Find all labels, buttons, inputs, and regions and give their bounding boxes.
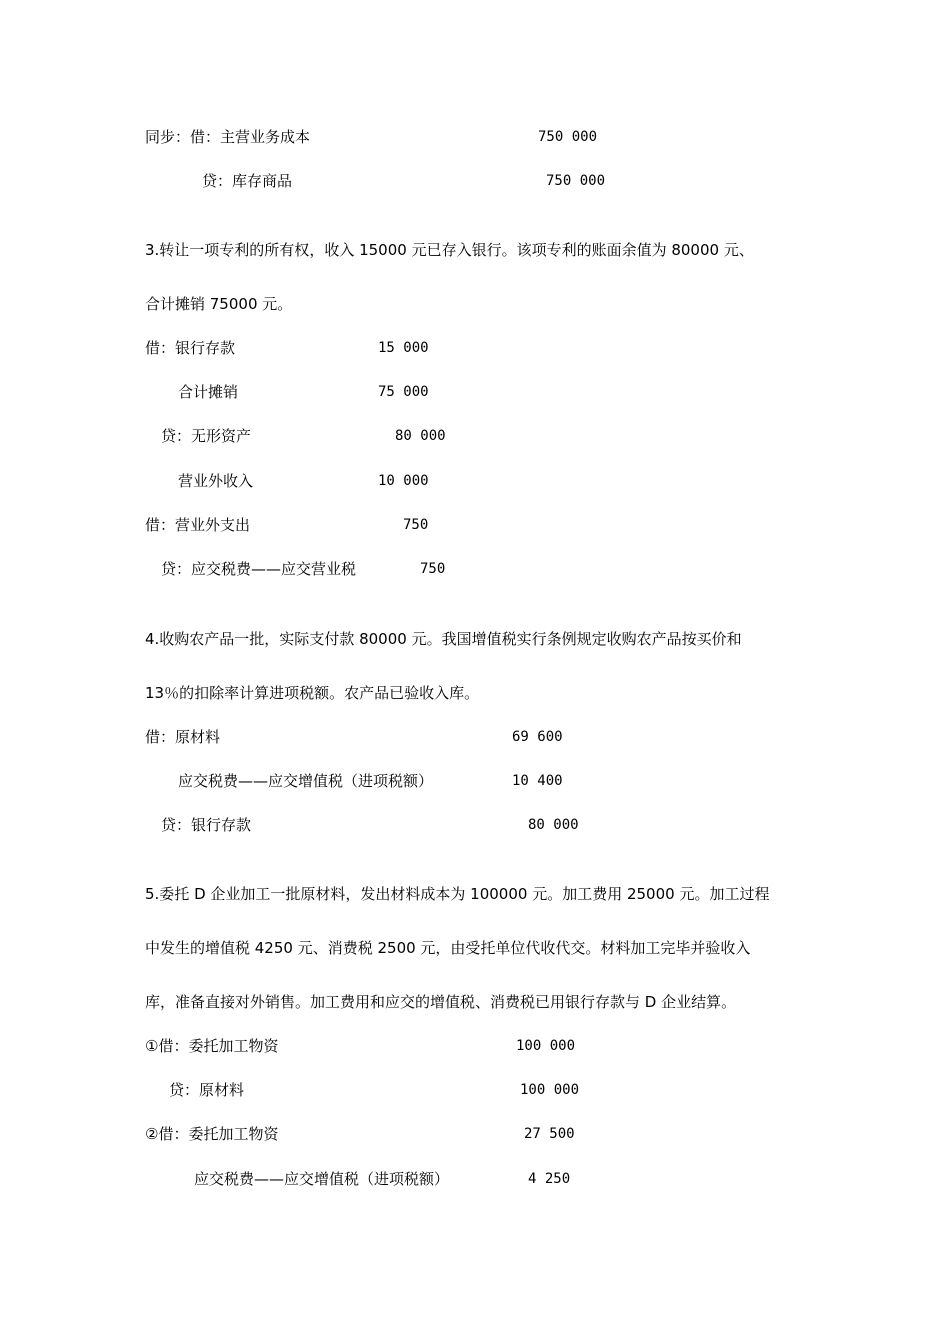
entry-amount: 750 000 — [538, 129, 598, 145]
entry-line: 借：银行存款 — [145, 339, 236, 357]
entry-amount: 100 000 — [516, 1038, 576, 1054]
entry-line: 贷：无形资产 — [161, 427, 252, 445]
entry-amount: 100 000 — [520, 1082, 580, 1098]
entry-amount: 69 600 — [512, 729, 563, 745]
paragraph-line: 13％的扣除率计算进项税额。农产品已验收入库。 — [145, 684, 480, 702]
entry-line: 贷：库存商品 — [202, 172, 293, 190]
entry-amount: 80 000 — [528, 817, 579, 833]
entry-line: 合计摊销 — [178, 383, 239, 401]
entry-amount: 4 250 — [528, 1171, 571, 1187]
paragraph-line: 3.转让一项专利的所有权，收入 15000 元已存入银行。该项专利的账面余值为 80000 元、 — [145, 241, 754, 259]
entry-amount: 10 400 — [512, 773, 563, 789]
entry-line: 同步：借：主营业务成本 — [145, 128, 311, 146]
entry-amount: 80 000 — [395, 428, 446, 444]
entry-line: 应交税费——应交增值税（进项税额） — [178, 772, 434, 790]
entry-line: 应交税费——应交增值税（进项税额） — [194, 1170, 450, 1188]
paragraph-line: 中发生的增值税 4250 元、消费税 2500 元，由受托单位代收代交。材料加工完毕并验收入 — [145, 939, 751, 957]
entry-amount: 750 — [403, 517, 429, 533]
entry-line: 借：原材料 — [145, 728, 221, 746]
paragraph-line: 合计摊销 75000 元。 — [145, 295, 293, 313]
paragraph-line: 库，准备直接对外销售。加工费用和应交的增值税、消费税已用银行存款与 D 企业结算。 — [145, 993, 737, 1011]
entry-amount: 75 000 — [378, 384, 429, 400]
entry-amount: 15 000 — [378, 340, 429, 356]
paragraph-line: 5.委托 D 企业加工一批原材料，发出材料成本为 100000 元。加工费用 25000 元。加工过程 — [145, 885, 770, 903]
entry-line: 借：营业外支出 — [145, 516, 251, 534]
entry-line: 营业外收入 — [178, 472, 254, 490]
entry-line: ②借：委托加工物资 — [145, 1125, 279, 1143]
entry-line: ①借：委托加工物资 — [145, 1037, 279, 1055]
entry-line: 贷：应交税费——应交营业税 — [161, 560, 357, 578]
entry-line: 贷：银行存款 — [161, 816, 252, 834]
paragraph-line: 4.收购农产品一批，实际支付款 80000 元。我国增值税实行条例规定收购农产品按买价和 — [145, 630, 742, 648]
entry-amount: 10 000 — [378, 473, 429, 489]
entry-amount: 750 — [420, 561, 446, 577]
entry-amount: 27 500 — [524, 1126, 575, 1142]
entry-amount: 750 000 — [546, 173, 606, 189]
entry-line: 贷：原材料 — [169, 1081, 245, 1099]
